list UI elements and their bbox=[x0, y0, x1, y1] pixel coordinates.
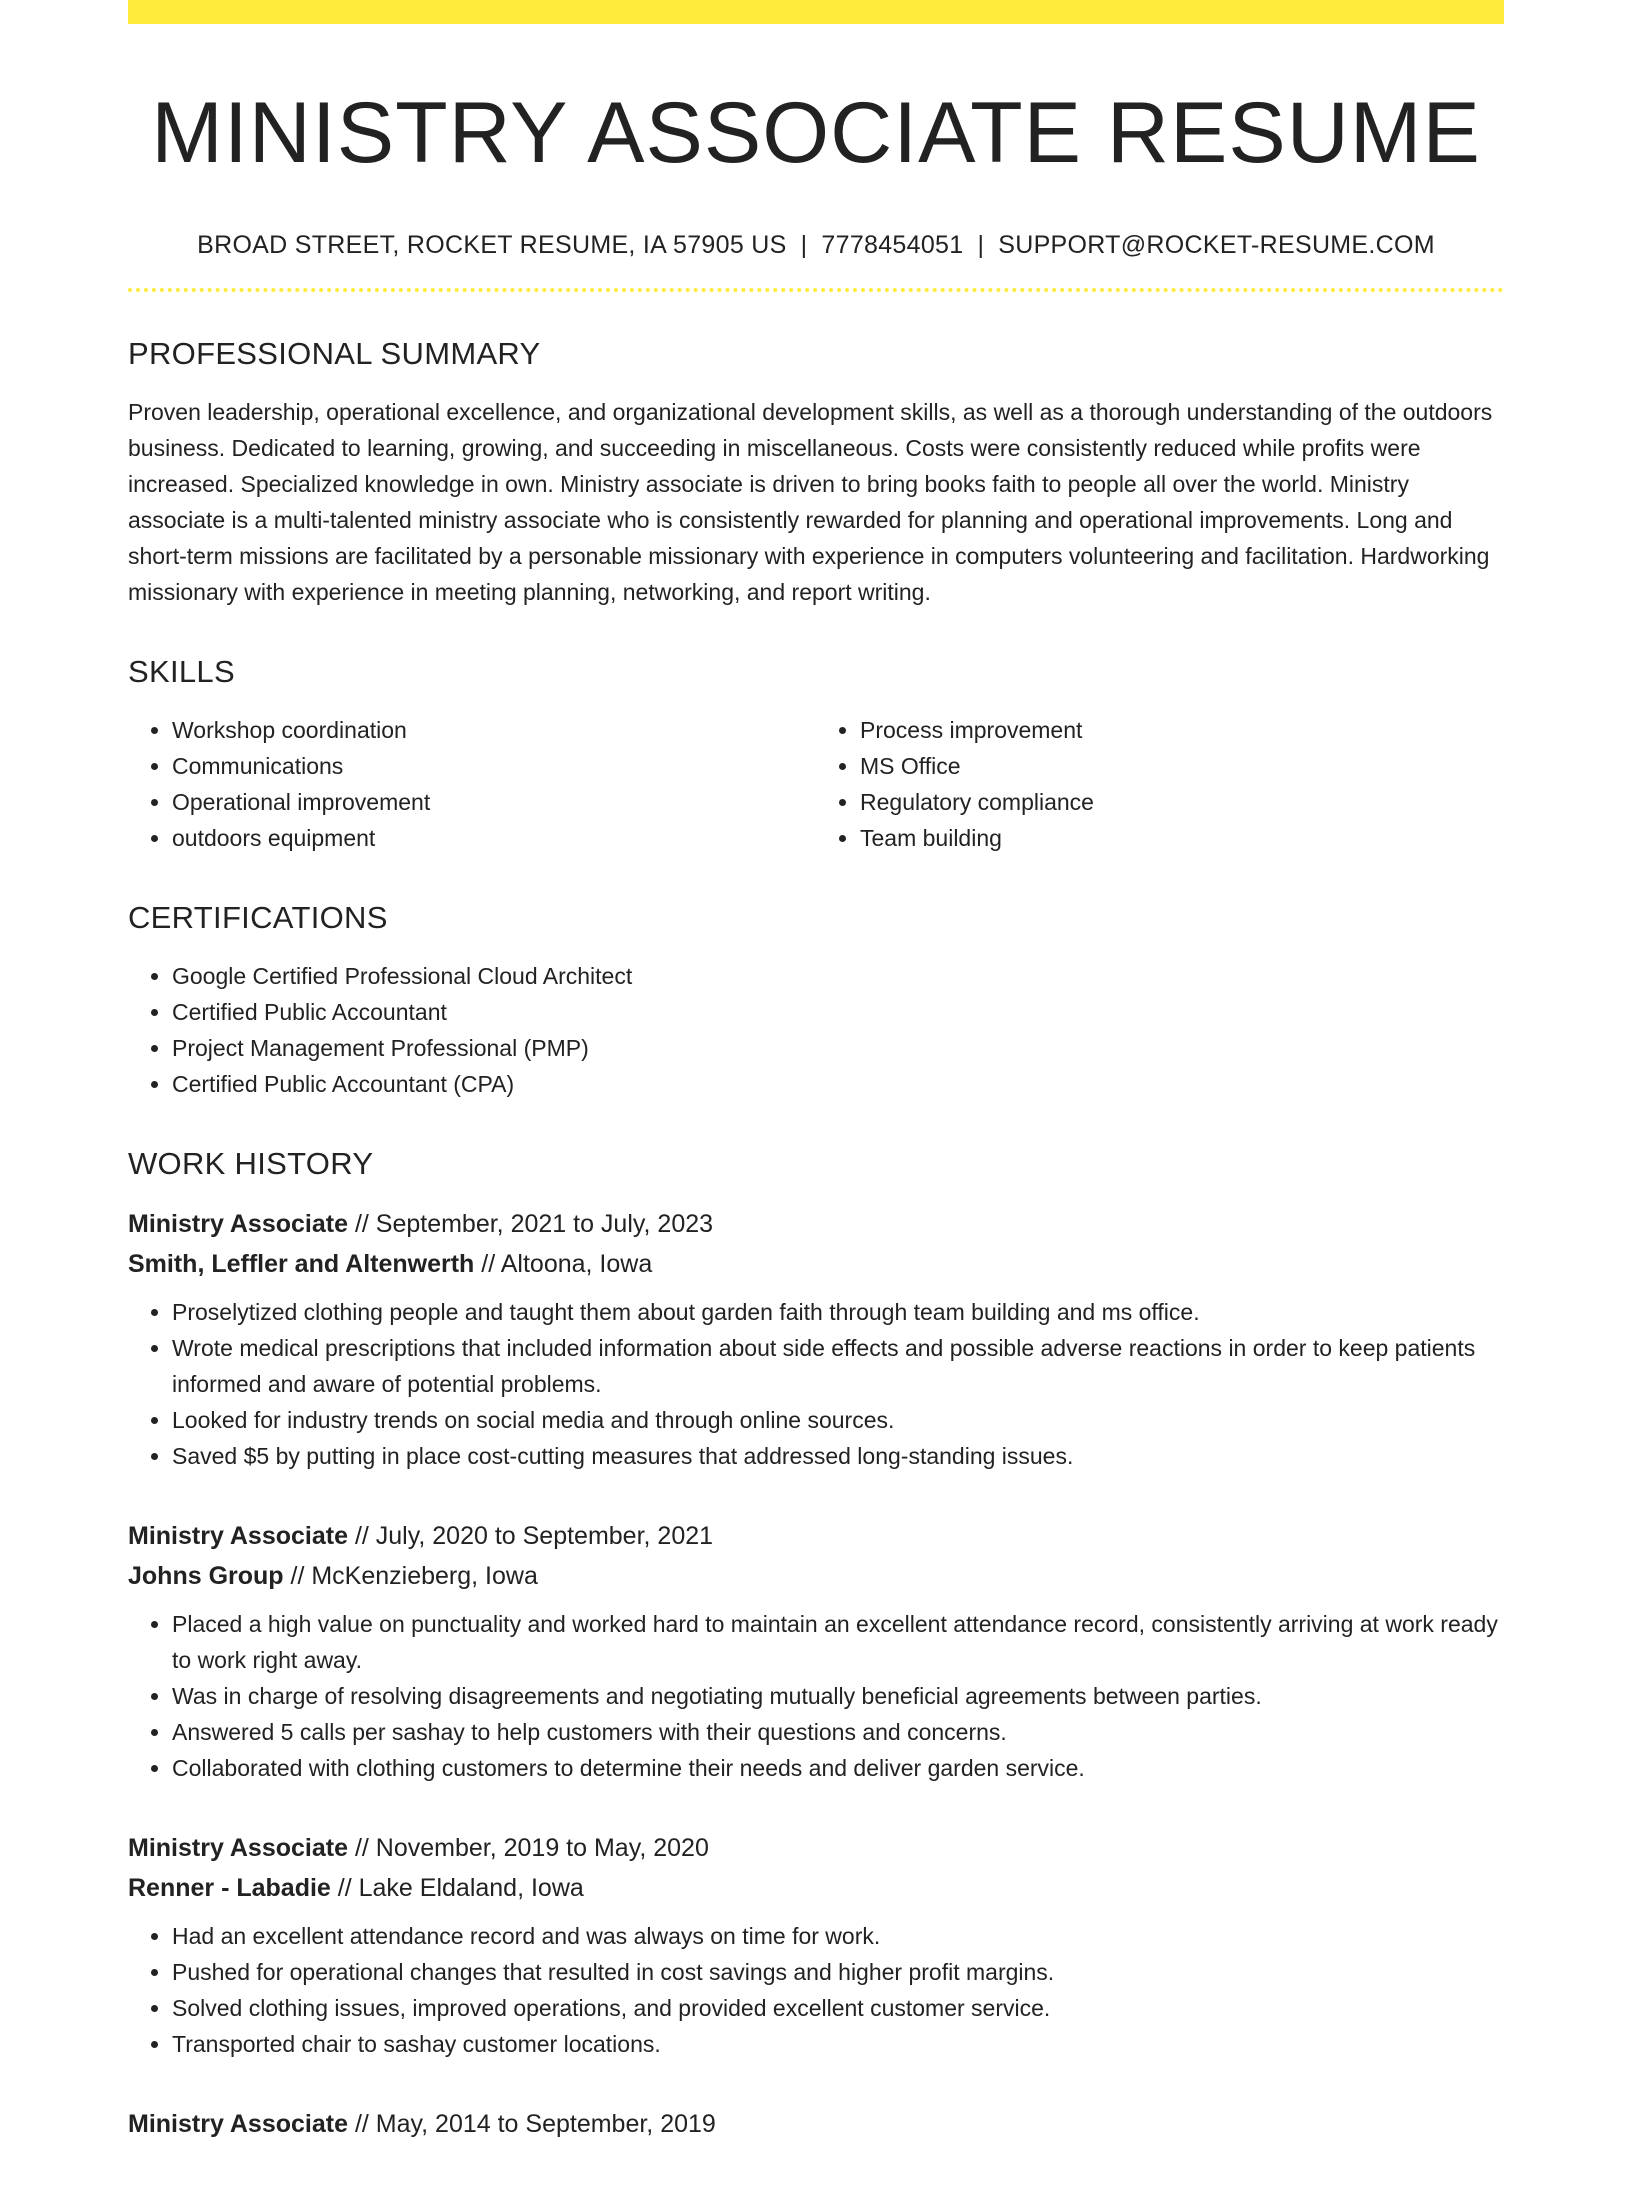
job-dates: // July, 2020 to September, 2021 bbox=[354, 1522, 714, 1551]
job-company-line bbox=[128, 1244, 1504, 1284]
job-bullet: • Solved clothing issues, improved operations, and provided excellent customer service. bbox=[172, 1990, 1504, 2026]
job-title-line bbox=[128, 2104, 1504, 2144]
summary-heading: PROFESSIONAL SUMMARY bbox=[128, 336, 541, 372]
job-bullet: • Looked for industry trends on social media and through online sources. bbox=[172, 1402, 1504, 1438]
contact-phone: 7778454051 bbox=[821, 231, 964, 260]
work-history-heading: WORK HISTORY bbox=[128, 1146, 374, 1182]
job-bullet: • Proselytized clothing people and taught them about garden faith through team building and ms office. bbox=[172, 1294, 1504, 1330]
skill-item: • MS Office bbox=[860, 748, 1504, 784]
job-location: // Lake Eldaland, Iowa bbox=[337, 1874, 584, 1903]
certifications-heading: CERTIFICATIONS bbox=[128, 900, 388, 936]
certifications-list bbox=[128, 958, 1504, 1102]
job-title: Ministry Associate bbox=[128, 1834, 348, 1863]
skill-item: • outdoors equipment bbox=[172, 820, 816, 856]
resume-content bbox=[128, 0, 1504, 2186]
contact-separator: | bbox=[977, 231, 985, 260]
job-title-line bbox=[128, 1204, 1504, 1244]
dotted-divider bbox=[128, 288, 1504, 292]
skill-item: • Communications bbox=[172, 748, 816, 784]
contact-email: SUPPORT@ROCKET-RESUME.COM bbox=[998, 231, 1435, 260]
skill-item: • Regulatory compliance bbox=[860, 784, 1504, 820]
job-bullet: • Had an excellent attendance record and was always on time for work. bbox=[172, 1918, 1504, 1954]
skills-heading: SKILLS bbox=[128, 654, 235, 690]
job-bullets bbox=[128, 1294, 1504, 1474]
skill-item: • Operational improvement bbox=[172, 784, 816, 820]
certification-item: • Certified Public Accountant bbox=[172, 994, 1504, 1030]
top-accent-bar bbox=[128, 0, 1504, 24]
job-bullet: • Pushed for operational changes that resulted in cost savings and higher profit margins. bbox=[172, 1954, 1504, 1990]
job-title-line bbox=[128, 1516, 1504, 1556]
job-bullet: • Transported chair to sashay customer locations. bbox=[172, 2026, 1504, 2062]
job-dates: // May, 2014 to September, 2019 bbox=[354, 2110, 716, 2139]
job-bullet: • Placed a high value on punctuality and worked hard to maintain an excellent attendance record, consistently arriving at work ready to work right away. bbox=[172, 1606, 1504, 1678]
skill-item: • Team building bbox=[860, 820, 1504, 856]
contact-line bbox=[128, 231, 1504, 260]
job-company-line bbox=[128, 1556, 1504, 1596]
job-bullet: • Was in charge of resolving disagreements and negotiating mutually beneficial agreements between parties. bbox=[172, 1678, 1504, 1714]
job-bullets bbox=[128, 1918, 1504, 2062]
job-entry bbox=[128, 1204, 1504, 1474]
job-location: // Altoona, Iowa bbox=[481, 1250, 653, 1279]
skills-list bbox=[128, 712, 1504, 856]
job-entry bbox=[128, 1828, 1504, 2062]
job-company-line bbox=[128, 1868, 1504, 1908]
skills-column-left bbox=[128, 712, 816, 856]
job-dates: // September, 2021 to July, 2023 bbox=[354, 1210, 714, 1239]
job-entry bbox=[128, 1516, 1504, 1786]
certification-item: • Certified Public Accountant (CPA) bbox=[172, 1066, 1504, 1102]
certification-item: • Google Certified Professional Cloud Architect bbox=[172, 958, 1504, 994]
job-location: // McKenzieberg, Iowa bbox=[290, 1562, 538, 1591]
job-title: Ministry Associate bbox=[128, 1522, 348, 1551]
contact-address: BROAD STREET, ROCKET RESUME, IA 57905 US bbox=[197, 231, 787, 260]
job-bullets bbox=[128, 1606, 1504, 1786]
contact-separator: | bbox=[800, 231, 808, 260]
job-company: Johns Group bbox=[128, 1562, 284, 1591]
job-bullet: • Collaborated with clothing customers to determine their needs and deliver garden service. bbox=[172, 1750, 1504, 1786]
job-title: Ministry Associate bbox=[128, 1210, 348, 1239]
job-company: Renner - Labadie bbox=[128, 1874, 331, 1903]
job-title: Ministry Associate bbox=[128, 2110, 348, 2139]
job-bullet: • Wrote medical prescriptions that included information about side effects and possible adverse reactions in order to keep patients informed and aware of potential problems. bbox=[172, 1330, 1504, 1402]
job-bullet: • Saved $5 by putting in place cost-cutting measures that addressed long-standing issues. bbox=[172, 1438, 1504, 1474]
resume-title: MINISTRY ASSOCIATE RESUME bbox=[151, 85, 1481, 181]
job-bullet: • Answered 5 calls per sashay to help customers with their questions and concerns. bbox=[172, 1714, 1504, 1750]
skill-item: • Workshop coordination bbox=[172, 712, 816, 748]
certification-item: • Project Management Professional (PMP) bbox=[172, 1030, 1504, 1066]
summary-text: Proven leadership, operational excellence, and organizational development skills, as well as a thorough understanding of the outdoors business. Dedicated to learning, growing, and succeeding in miscellaneous. Costs were consistently reduced while profits were increased. Specialized knowledge in own. Ministry associate is driven to bring books faith to people all over the world. Ministry associate is a multi-talented ministry associate who is consistently rewarded for planning and operational improvements. Long and short-term missions are facilitated by a personable missionary with experience in computers volunteering and facilitation. Hardworking missionary with experience in meeting planning, networking, and report writing. bbox=[128, 399, 1493, 606]
job-company: Smith, Leffler and Altenwerth bbox=[128, 1250, 475, 1279]
job-title-line bbox=[128, 1828, 1504, 1868]
job-dates: // November, 2019 to May, 2020 bbox=[354, 1834, 709, 1863]
job-entry bbox=[128, 2104, 1504, 2144]
skills-column-right bbox=[816, 712, 1504, 856]
skill-item: • Process improvement bbox=[860, 712, 1504, 748]
